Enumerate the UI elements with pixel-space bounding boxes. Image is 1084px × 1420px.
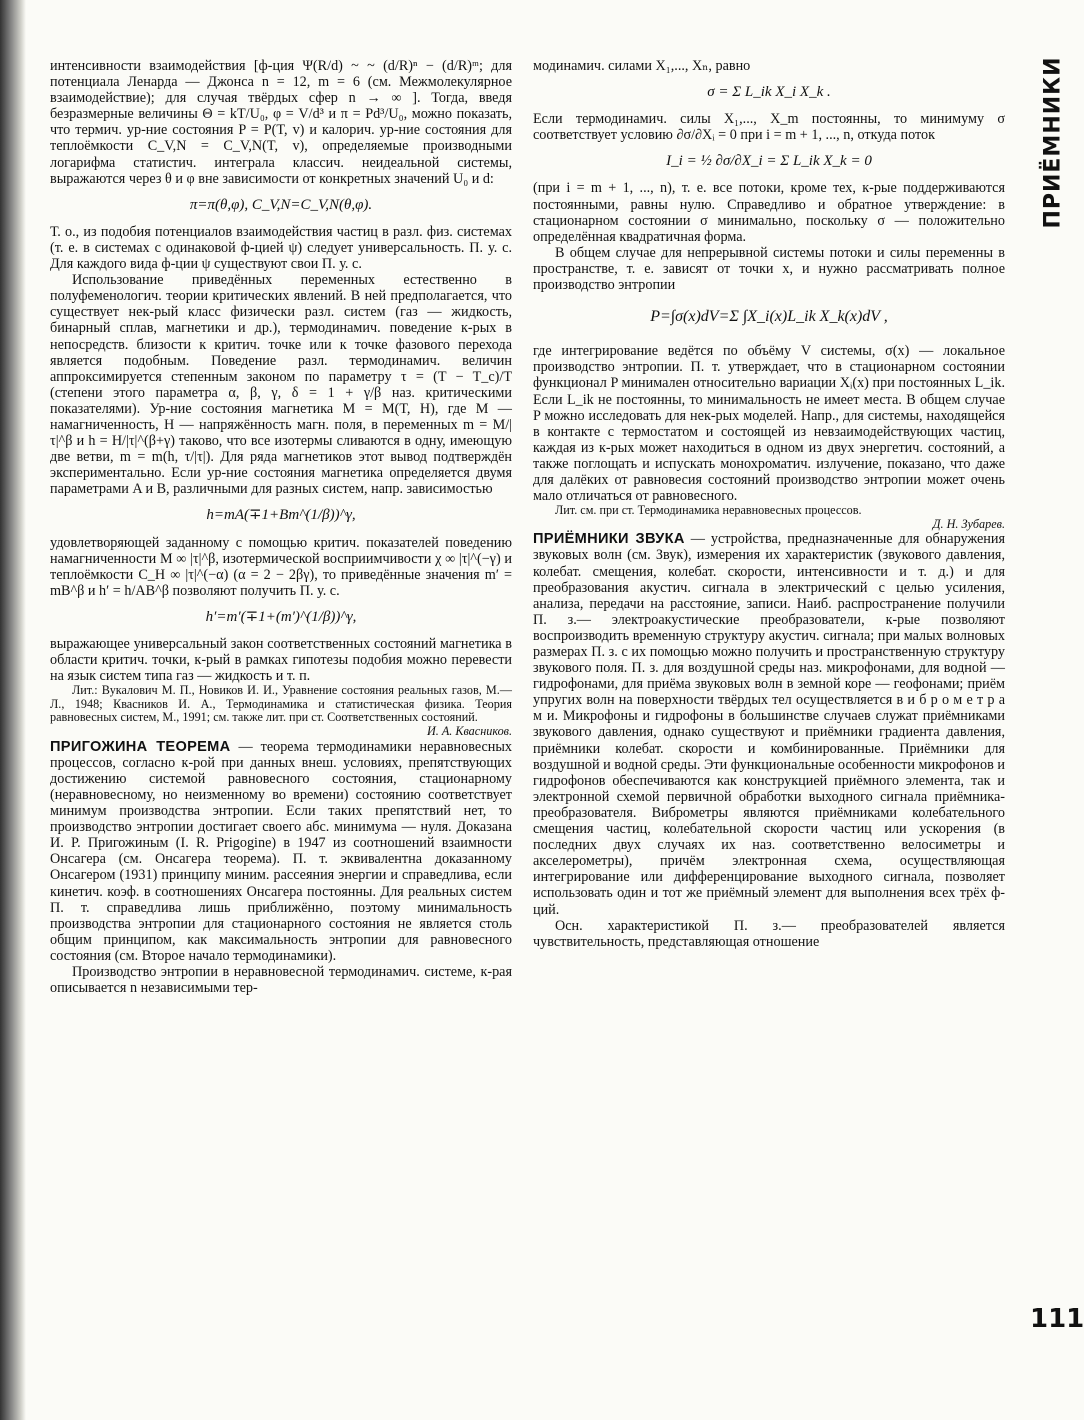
formula: h′=m′(∓1+(m′)^(1/β))^γ, [205,608,357,625]
formula: π=π(θ,φ), C_V,N=C_V,N(θ,φ). [189,196,373,213]
paragraph: Осн. характеристикой П. з.— преобразователей является чувствительность, представляющая отношение [533,917,1005,950]
article-entry [533,531,1005,917]
paragraph: где интегрирование ведётся по объёму V системы, σ(x) — локальное производство энтропии. П. т. утверждает, что в стационарном состоянии функционал P минимален относительно вариации Xᵢ(x) при постоянных L_ik. Если L_ik не постоянны, то минимальность не имеет места. В общем случае P можно исследовать для нек-рых моделей. Напр., для системы, находящейся в контакте с термостатом и состоящей из невзаимодействующих частиц, каждая из к-рых может находиться в одном из двух энергетич. состояний, а также поглощать и испускать монохроматич. излучение, показано, что даже для далёких от равновесия состояний производство энтропии может очень мало отличаться от равновесного. [533,343,1005,505]
article-headword: ПРИГОЖИНА ТЕОРЕМА [50,738,231,755]
article-entry [50,739,512,964]
literature-text: Лит. см. при ст. Термодинамика неравновесных процессов. [555,503,862,518]
paragraph: Если термодинамич. силы X₁,..., X_m постоянны, то минимуму σ соответствует условию ∂σ/∂Xᵢ = 0 при i = m + 1, ..., n, откуда поток [533,111,1005,144]
page-edge-shadow [0,0,26,1420]
formula: h=mA(∓1+Bm^(1/β))^γ, [206,507,356,524]
paragraph: удовлетворяющей заданному с помощью критич. показателей поведению намагниченности M ∞ |τ|^β, изотермической восприимчивости χ ∞ |τ|^(−γ) и теплоёмкости C_H ∞ |τ|^(−α) (α = 2 − 2βγ), то приведённые значения m′ = mB^β и h′ = h/AB^β позволяют получить П. у. с. [50,534,512,599]
paragraph: Использование приведённых переменных естественно в полуфеменологич. теории критических явлений. В ней предполагается, что существует нек-рый класс физически разл. систем (газ — жидкость, бинарный сплав, магнетики и др.), термодинамич. поведение к-рых в непосредств. близости к критич. точке или к точке фазового перехода является подобным. Поведение разл. термодинамич. величин аппроксимируется степенным законом по параметру τ = (T − T_c)/T (степени этого параметра α, β, γ, δ = 1 + γ/β наз. критическими показателями). Ур-ние состояния магнетика M = M(T, H), где M — намагниченность, H — напряжённость магн. поля, в переменных m = M/|τ|^β и h = H/|τ|^(β+γ) таково, что все изотермы сливаются в одну, имеющую две ветви, m = m(h, τ/|τ|). Для ряда магнетиков этот вывод подтверждён экспериментально. Если ур-ние состояния магнетика определяется двумя параметрами A и B, различными для разных систем, напр. зависимостью [50,272,512,498]
paragraph: Производство энтропии в неравновесной термодинамич. системе, к-рая описывается n независимыми тер- [50,963,512,997]
formula: σ = Σ L_ik X_i X_k . [707,84,831,101]
paragraph: интенсивности взаимодействия [ф-ция Ψ(R/d) ~ ~ (d/R)ⁿ − (d/R)ᵐ; для потенциала Ленарда — Джонса n = 12, m = 6 (см. Межмолекулярное взаимодействие); для случая твёрдых сфер n → ∞ ]. Тогда, введя безразмерные величины Θ = kT/U₀, φ = V/d³ и π = Pd³/U₀, можно показать, что термич. ур-ние состояния P = P(T, v) и калорич. ур-ние состояния для теплоёмкости C_V,N = C_V,N(T, v), определяемые производными логарифма статистич. интеграла классич. неидеальной системы, выражаются через θ и φ вне зависимости от конкретных значений U₀ и d: [50,58,512,187]
article-headword: ПРИЁМНИКИ ЗВУКА [533,531,685,548]
running-head-label: ПРИЁМНИКИ [1040,55,1066,229]
formula: I_i = ½ ∂σ/∂X_i = Σ L_ik X_k = 0 [666,153,872,170]
paragraph: Т. о., из подобия потенциалов взаимодействия частиц в разл. физ. системах (т. е. в системах с одинаковой ф-цией ψ) следует универсальность. П. у. с. Для каждого вида ф-ции ψ существуют свои П. у. с. [50,223,512,273]
paragraph: В общем случае для непрерывной системы потоки и силы переменны в пространстве, т. е. зависят от точки x, и нужно рассматривать полное производство энтропии [533,244,1005,294]
paragraph: (при i = m + 1, ..., n), т. е. все потоки, кроме тех, к-рые поддерживаются постоянными, равны нулю. Справедливо и обратное утверждение: в стационарном состоянии σ минимально, поскольку σ — положительно определённая квадратичная форма. [533,180,1005,245]
article-author: Д. Н. Зубарев. [932,516,1005,531]
running-head [1033,55,1073,229]
article-author: И. А. Квасников. [426,724,512,739]
literature-references [533,504,1005,518]
formula: P=∫σ(x)dV=Σ ∫X_i(x)L_ik X_k(x)dV , [650,308,888,326]
paragraph: модинамич. силами X₁,..., Xₙ, равно [533,58,751,74]
article-text: — теорема термодинамики неравновесных процессов, согласно к-рой при данных внеш. условиях, препятствующих достижению системой равновесного состояния, стационарному (неравновесному, но неизменному во времени) состоянию соответствует минимум производства энтропии. Если таких препятствий нет, то производство энтропии достигает своего абс. минимума — нуля. Доказана И. Р. Пригожиным (I. R. Prigogine) в 1947 из соотношений взаимности Онсагера (см. Онсагера теорема). П. т. эквивалентна доказанному Онсагером (1931) принципу миним. рассеяния энергии и справедлива, если кинетич. коэф. в соотношениях Онсагера постоянны. Для реальных систем П. т. справедлива лишь приближённо, поэтому минимальность производства энтропии для стационарного состояния не является столь общим принципом, как максимальность энтропии для равновесного состояния (см. Второе начало термодинамики). [50,738,512,964]
literature-references [50,684,512,725]
left-column [50,58,512,996]
literature-text: Лит.: Вукалович М. П., Новиков И. И., Уравнение состояния реальных газов, М.— Л., 1948; Квасников И. А., Термодинамика и статистическая физика. Теория равновесных систем, М., 1991; см. также лит. при ст. Соответственных состояний. [50,683,512,725]
page-number: 111 [1030,1304,1084,1334]
right-column [533,58,1005,950]
article-text: — устройства, предназначенные для обнаружения звуковых волн (см. Звук), измерения их характеристик (звукового давления, колебат. смещения, колебат. скорости, интенсивности и т. д.) и для преобразования акустич. сигнала в электрический с целью усиления, анализа, передачи на расстояние, записи. Наиб. распространение получили П. з.— электроакустические преобразователи, к-рые позволяют воспроизводить временную структуру акустич. сигнала; при малых волновых размерах П. з. с их помощью можно получить и пространственную структуру звукового поля. П. з. для воздушной среды наз. микрофонами, для водной — гидрофонами, для приёма звуковых волн в земной коре — геофонами; приём упругих волн на поверхности твёрдых тел осуществляется в и б р о м е т р а м и. Микрофоны и гидрофоны в большинстве случаев служат приёмниками звукового давления, однако существуют и приёмники градиента давления, приёмники колебат. скорости и комбинированные. Приёмники для воздушной и водной среды. Эти функциональные особенности микрофонов и гидрофонов обеспечиваются как конструкцией приёмного элемента, так и электронной схемой первичной обработки выходного сигнала приёмника-преобразователя. Виброметры являются приёмниками колебательного смещения частиц, колебательной скорости частиц или ускорения (в последних двух случаях их наз. соответственно велосиметры и акселерометры), причём электронная схема, осуществляющая интегрирование или дифференцирование выходного сигнала, позволяет использовать один и тот же приёмный элемент для выполнения всех трёх ф-ций. [533,531,1006,918]
paragraph: выражающее универсальный закон соответственных состояний магнетика в области критич. точки, к-рый в рамках гипотезы подобия можно перевести на язык систем типа газ — жидкость и т. п. [50,636,512,685]
